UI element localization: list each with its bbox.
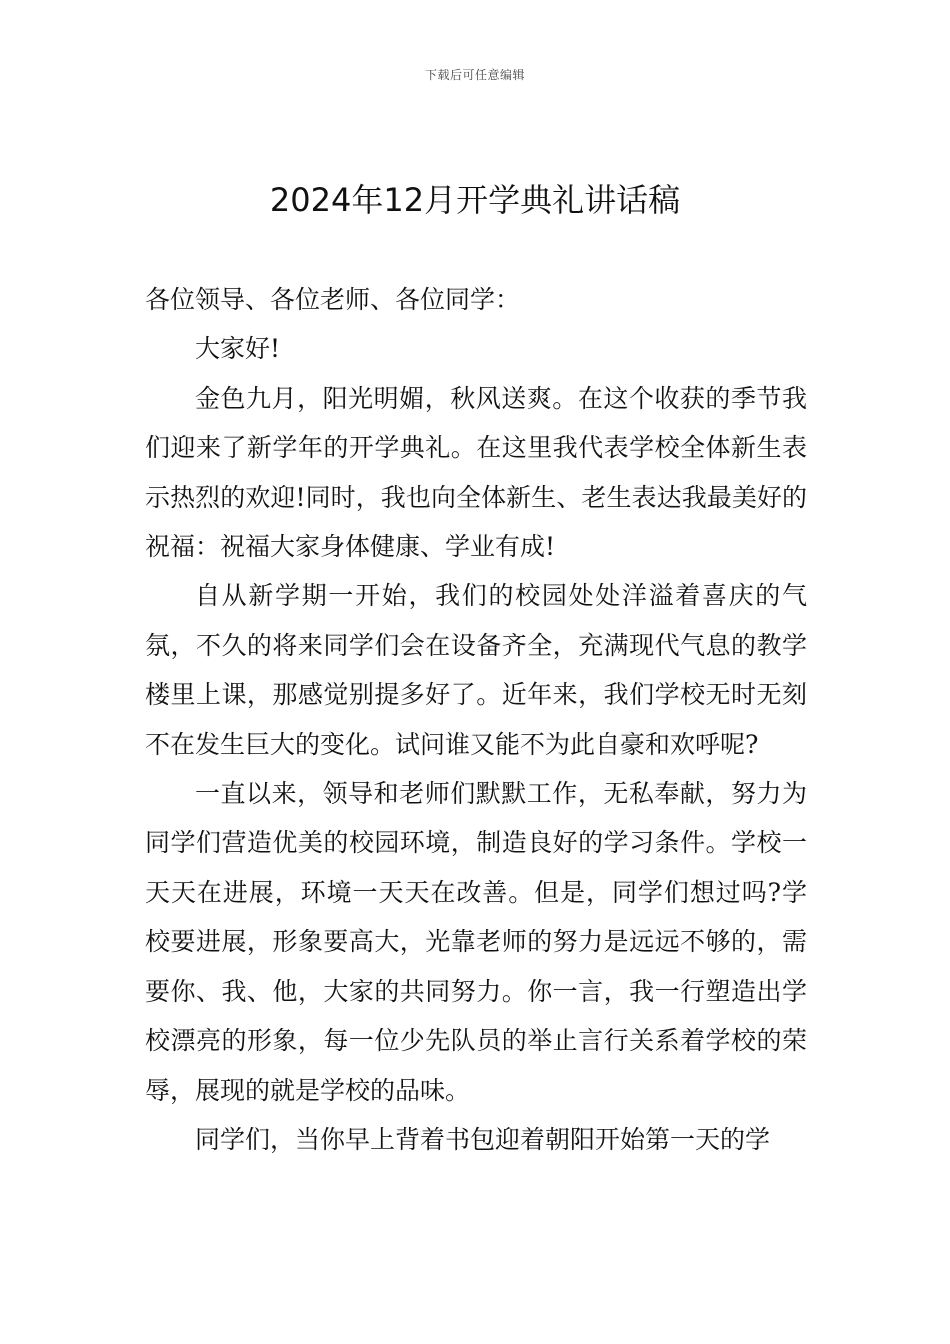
- paragraph-opening: 金色九月，阳光明媚，秋风送爽。在这个收获的季节我们迎来了新学年的开学典礼。在这里我代表学校全体新生表示热烈的欢迎!同时，我也向全体新生、老生表达我最美好的祝福：祝福大家身体健康、学业有成!: [145, 383, 807, 562]
- paragraph-students: 同学们，当你早上背着书包迎着朝阳开始第一天的学: [195, 1124, 771, 1154]
- paragraph-campus-changes: 自从新学期一开始，我们的校园处处洋溢着喜庆的气氛，不久的将来同学们会在设备齐全，充满现代气息的教学楼里上课，那感觉别提多好了。近年来，我们学校无时无刻不在发生巨大的变化。试问谁又能不为此自豪和欢呼呢?: [145, 581, 807, 759]
- document-body: [145, 275, 807, 1164]
- paragraph-teachers-effort: 一直以来，领导和老师们默默工作，无私奉献，努力为同学们营造优美的校园环境，制造良好的学习条件。学校一天天在进展，环境一天天在改善。但是，同学们想过吗?学校要进展，形象要高大，光靠老师的努力是远远不够的，需要你、我、他，大家的共同努力。你一言，我一行塑造出学校漂亮的形象，每一位少先队员的举止言行关系着学校的荣辱，展现的就是学校的品味。: [145, 779, 807, 1105]
- document-title: 2024年12月开学典礼讲话稿: [269, 181, 681, 219]
- paragraph-greeting: 大家好!: [195, 334, 281, 364]
- header-note: 下载后可任意编辑: [424, 68, 525, 82]
- salutation: 各位领导、各位老师、各位同学：: [145, 285, 521, 314]
